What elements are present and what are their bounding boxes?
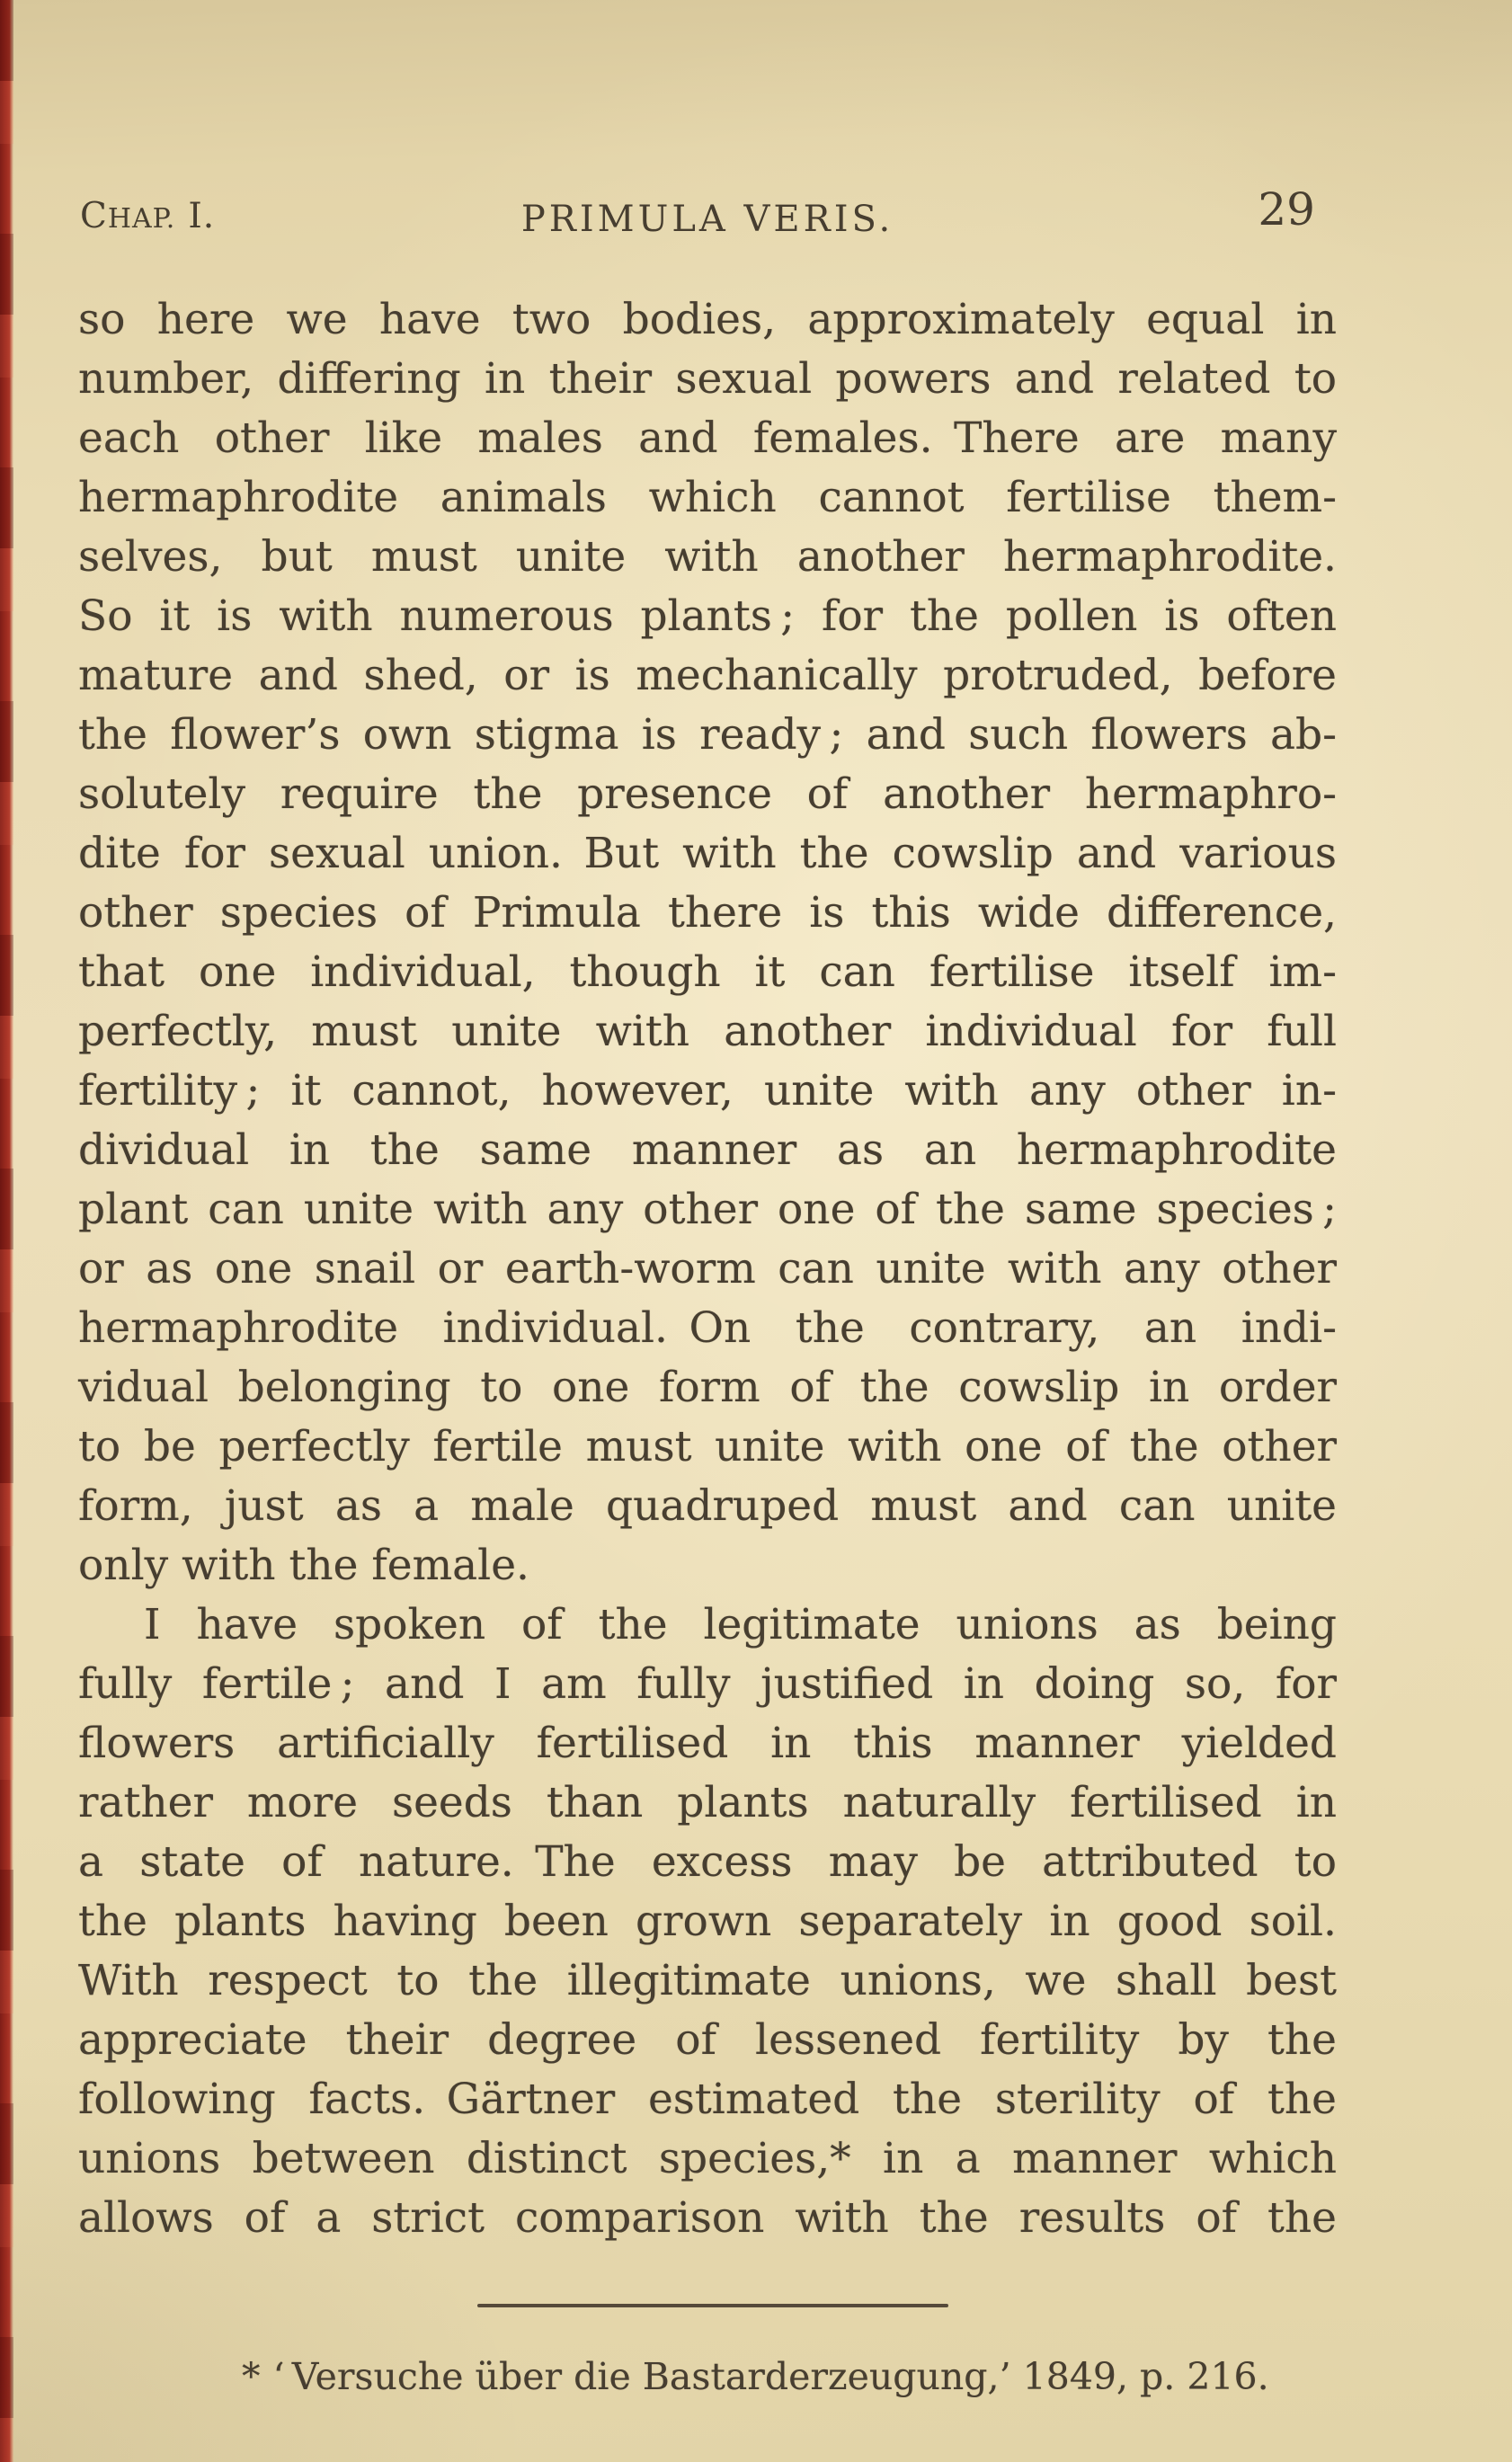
text-line: rather more seeds than plants naturally fertilised in	[78, 1778, 1337, 1827]
text-line: vidual belonging to one form of the cowslip in order	[78, 1363, 1337, 1412]
text-line: that one individual, though it can fertilise itself im-	[78, 947, 1337, 997]
text-line: so here we have two bodies, approximately equal in	[78, 295, 1337, 344]
text-line: only with the female.	[78, 1541, 529, 1590]
text-line: following facts. Gärtner estimated the sterility of the	[78, 2075, 1337, 2124]
text-line: each other like males and females. There are many	[78, 413, 1337, 463]
text-line: selves, but must unite with another hermaphrodite.	[78, 532, 1337, 582]
text-line: So it is with numerous plants ; for the pollen is often	[78, 591, 1337, 641]
text-line: the plants having been grown separately in good soil.	[78, 1897, 1337, 1946]
text-line: unions between distinct species,* in a manner which	[78, 2134, 1337, 2183]
chapter-initial: C	[80, 196, 108, 236]
text-line: fully fertile ; and I am fully justified in doing so, for	[78, 1659, 1337, 1709]
page-content	[78, 0, 1337, 2462]
chapter-numeral: I.	[188, 196, 216, 236]
text-line: to be perfectly fertile must unite with one of the other	[78, 1422, 1337, 1471]
text-line: I have spoken of the legitimate unions as being	[144, 1600, 1337, 1649]
text-line: perfectly, must unite with another individual for full	[78, 1007, 1337, 1056]
body-text	[78, 290, 1337, 2248]
text-line: dividual in the same manner as an hermaphrodite	[78, 1125, 1337, 1175]
footnote-asterisk: *	[242, 2355, 261, 2398]
text-line: fertility ; it cannot, however, unite with any other in-	[78, 1066, 1337, 1115]
text-line: flowers artificially fertilised in this manner yielded	[78, 1719, 1337, 1768]
text-line: allows of a strict comparison with the results of the	[78, 2193, 1337, 2243]
text-line: a state of nature. The excess may be attributed to	[78, 1837, 1337, 1887]
page-number: 29	[1258, 183, 1315, 236]
text-line: number, differing in their sexual powers and related to	[78, 354, 1337, 404]
chapter-smallcaps: HAP.	[107, 203, 176, 235]
text-line: plant can unite with any other one of the same species ;	[78, 1185, 1337, 1234]
book-cover-edge	[0, 0, 13, 2462]
text-line: mature and shed, or is mechanically protruded, before	[78, 651, 1337, 700]
footnote	[242, 2355, 1269, 2399]
text-line: or as one snail or earth-worm can unite with any other	[78, 1244, 1337, 1293]
text-line: the flower’s own stigma is ready ; and such flowers ab-	[78, 710, 1337, 760]
footnote-text: ‘ Versuche über die Bastarderzeugung,’ 1849, p. 216.	[272, 2355, 1269, 2398]
running-header-title: PRIMULA VERIS.	[520, 199, 894, 240]
text-line: form, just as a male quadruped must and can unite	[78, 1481, 1337, 1531]
text-line: hermaphrodite animals which cannot fertilise them-	[78, 473, 1337, 522]
text-line: solutely require the presence of another hermaphro-	[78, 769, 1337, 819]
text-line: appreciate their degree of lessened fertility by the	[78, 2015, 1337, 2065]
text-line: With respect to the illegitimate unions, we shall best	[78, 1956, 1337, 2005]
text-line: other species of Primula there is this wide difference,	[78, 888, 1337, 938]
footnote-divider	[477, 2304, 948, 2307]
running-header-chapter	[80, 196, 216, 236]
text-line: dite for sexual union. But with the cowslip and various	[78, 829, 1337, 878]
text-line: hermaphrodite individual. On the contrary, an indi-	[78, 1303, 1337, 1353]
